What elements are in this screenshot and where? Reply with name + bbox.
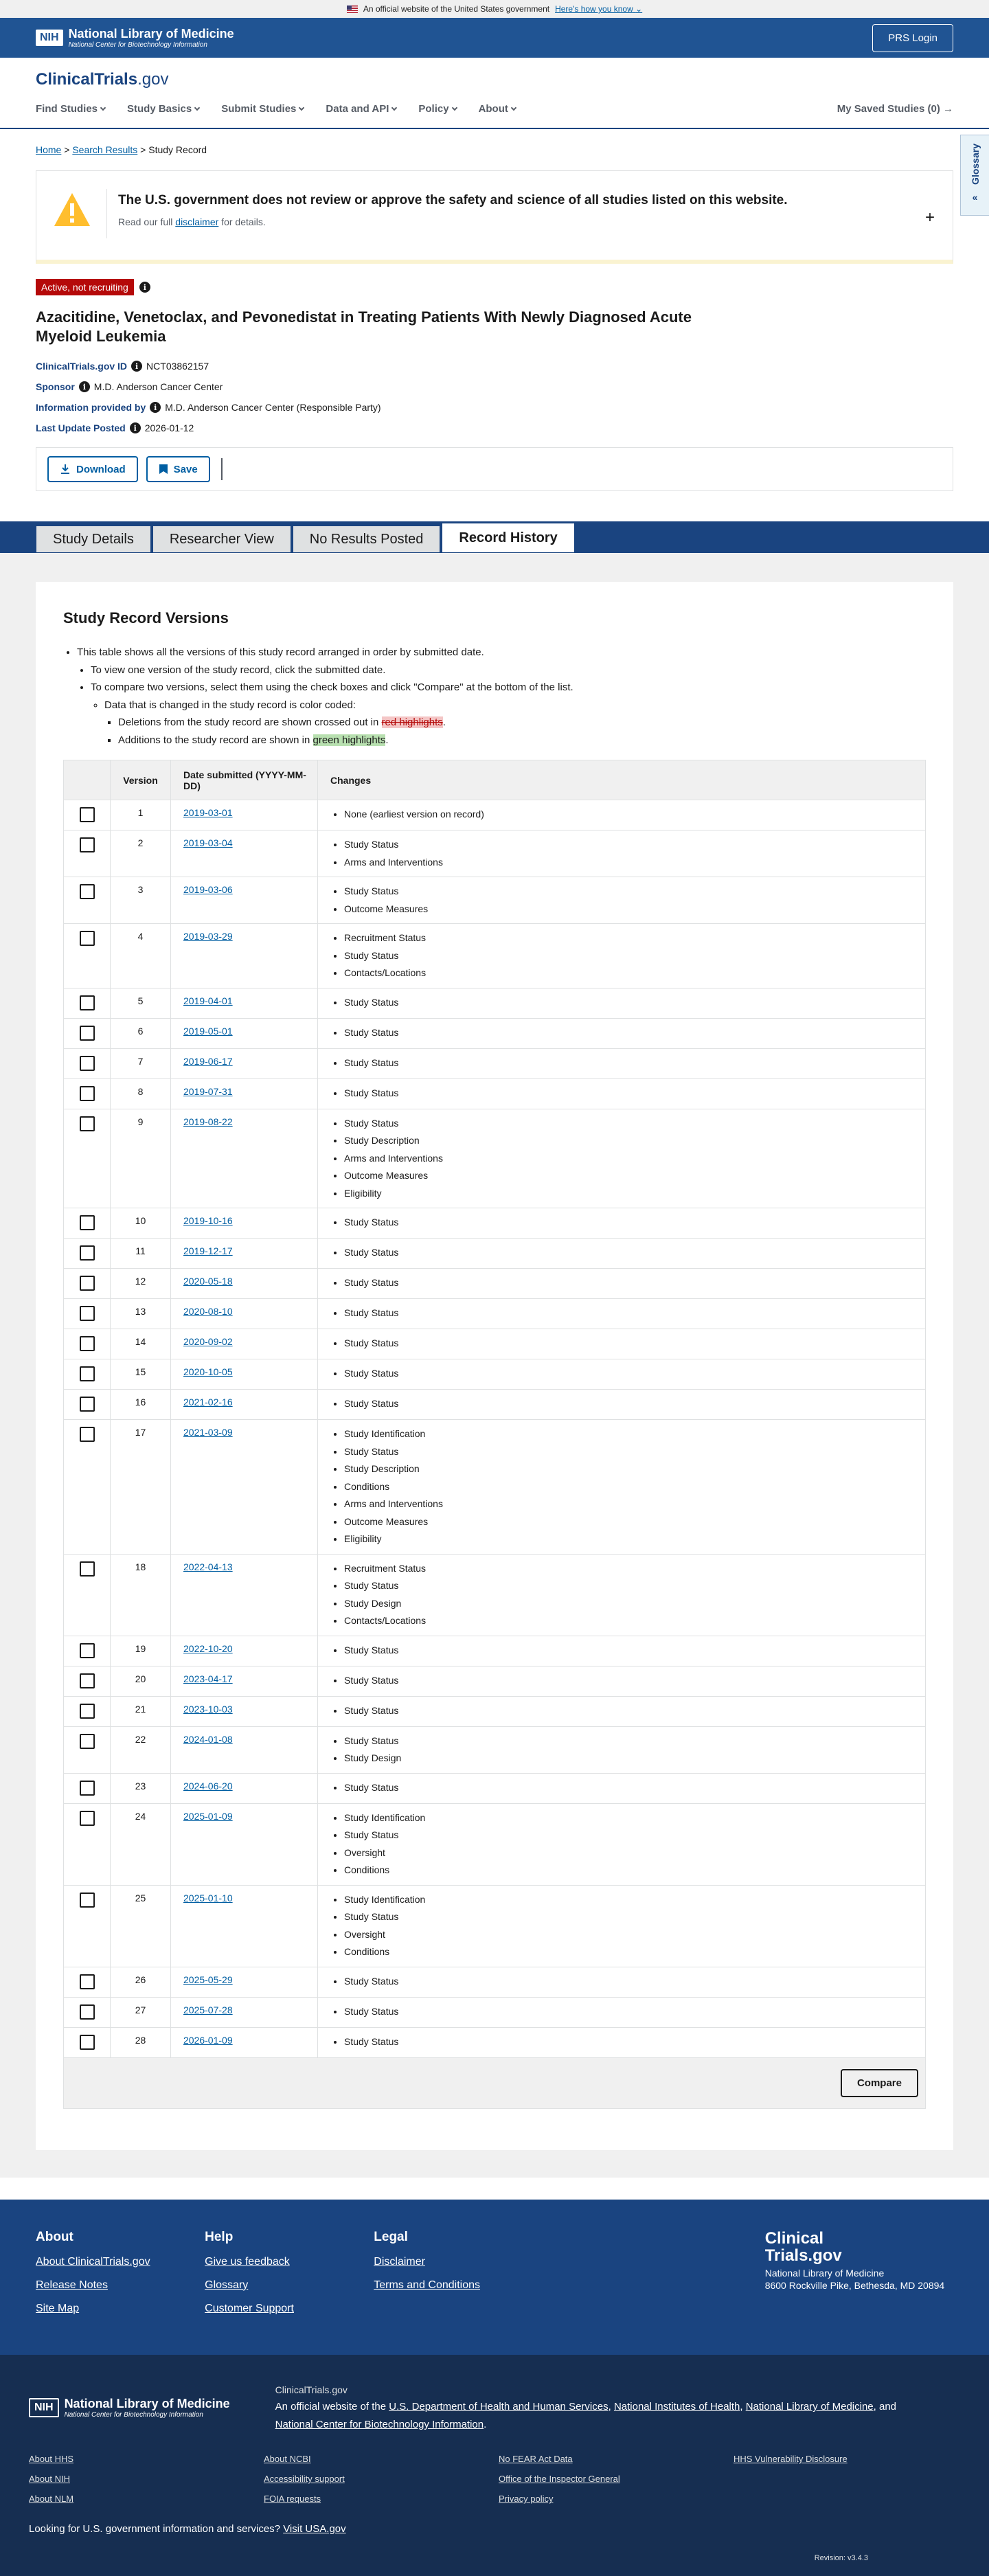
glossary-label: Glossary (969, 144, 981, 185)
gov-banner (0, 0, 989, 18)
change-item: • Conditions (344, 1478, 917, 1496)
change-item: • Study Design (344, 1595, 917, 1613)
change-item: • Study Status (344, 1304, 917, 1322)
version-checkbox[interactable] (80, 1397, 95, 1412)
footer-gov-link[interactable]: No FEAR Act Data (499, 2454, 573, 2465)
table-row (64, 1666, 926, 1696)
nlm-link[interactable]: National Library of Medicine (745, 2401, 874, 2413)
version-checkbox[interactable] (80, 1893, 95, 1908)
version-number: 14 (111, 1329, 171, 1359)
version-checkbox[interactable] (80, 837, 95, 852)
version-checkbox[interactable] (80, 1427, 95, 1442)
col-changes: Changes (318, 760, 926, 800)
table-row (64, 1078, 926, 1109)
version-checkbox[interactable] (80, 1116, 95, 1131)
change-item: • Recruitment Status (344, 929, 917, 947)
version-checkbox[interactable] (80, 2035, 95, 2050)
ncbi-link[interactable]: National Center for Biotechnology Information (275, 2418, 484, 2430)
table-row (64, 1554, 926, 1636)
version-date-link[interactable]: 2019-12-17 (183, 1245, 233, 1256)
nav-find-studies[interactable]: Find Studies (36, 103, 105, 115)
footer-gov-link[interactable]: FOIA requests (264, 2494, 321, 2505)
alert-body: Read our full disclaimer for details. (118, 216, 266, 227)
footer-link[interactable]: About ClinicalTrials.gov (36, 2255, 150, 2268)
red-highlight-sample: red highlights (381, 716, 443, 728)
version-checkbox[interactable] (80, 1245, 95, 1261)
footer-official-text: ClinicalTrials.gov An official website of the U.S. Department of Health and Human Services, National Institutes of Health, National Library of Medicine, and National Center for Biotechnology Information. (275, 2384, 897, 2430)
change-item: • Eligibility (344, 1185, 917, 1203)
change-item: • Study Status (344, 1642, 917, 1660)
alert-title: The U.S. government does not review or approve the safety and science of all studies listed on this website. (118, 193, 788, 207)
change-item: • Conditions (344, 1943, 917, 1961)
table-row (64, 1803, 926, 1885)
change-item: • Study Identification (344, 1809, 917, 1827)
change-item: • Study Description (344, 1460, 917, 1478)
info-icon[interactable]: i (150, 402, 161, 413)
version-date-link[interactable]: 2019-03-04 (183, 837, 233, 848)
chevron-down-icon (451, 105, 457, 111)
version-number: 6 (111, 1018, 171, 1048)
change-item: • Study Status (344, 1365, 917, 1383)
version-date-link[interactable]: 2021-02-16 (183, 1397, 233, 1408)
change-item: • Study Status (344, 1244, 917, 1262)
footer-legal-heading: Legal (374, 2229, 408, 2244)
usa-gov-line: Looking for U.S. government information and services? Visit USA.gov (29, 2523, 346, 2535)
change-item: • Study Status (344, 1085, 917, 1103)
version-checkbox[interactable] (80, 1306, 95, 1321)
version-date-link[interactable]: 2019-10-16 (183, 1215, 233, 1226)
change-item: • Study Status (344, 1395, 917, 1413)
table-row (64, 831, 926, 877)
table-row (64, 1109, 926, 1208)
version-number: 16 (111, 1390, 171, 1420)
version-date-link[interactable]: 2022-10-20 (183, 1642, 233, 1654)
table-row (64, 1726, 926, 1773)
version-checkbox[interactable] (80, 884, 95, 899)
chevron-down-icon (299, 105, 304, 111)
bookmark-icon (159, 464, 168, 475)
green-highlight-sample: green highlights (312, 734, 386, 746)
version-checkbox[interactable] (80, 1974, 95, 1989)
table-row (64, 2027, 926, 2057)
nlm-title: National Library of Medicine (68, 27, 234, 41)
change-item: • Study Status (344, 947, 917, 965)
change-item: • Recruitment Status (344, 1560, 917, 1578)
nct-id-label: ClinicalTrials.gov ID (36, 361, 128, 372)
version-date-link[interactable]: 2019-04-01 (183, 995, 233, 1006)
prs-login-button[interactable]: PRS Login (872, 24, 953, 52)
site-header (0, 58, 989, 129)
change-item: • Study Status (344, 1827, 917, 1844)
version-checkbox[interactable] (80, 1673, 95, 1688)
change-item: • Study Status (344, 1335, 917, 1353)
sponsor-value: M.D. Anderson Cancer Center (93, 381, 223, 392)
version-date-link[interactable]: 2019-06-17 (183, 1055, 233, 1067)
footer-address-name: National Library of Medicine (764, 2267, 885, 2279)
breadcrumb-home[interactable]: Home (36, 144, 62, 155)
version-date-link[interactable]: 2019-03-29 (183, 931, 233, 942)
versions-table (63, 760, 926, 2109)
version-date-link[interactable]: 2025-05-29 (183, 1974, 233, 1985)
version-checkbox[interactable] (80, 1643, 95, 1658)
info-icon[interactable]: i (130, 422, 141, 433)
main-nav (36, 103, 953, 115)
nlm-subtitle: National Center for Biotechnology Information (68, 41, 207, 49)
version-checkbox[interactable] (80, 1086, 95, 1101)
version-date-link[interactable]: 2025-01-09 (183, 1810, 233, 1822)
change-item: • Arms and Interventions (344, 1495, 917, 1513)
breadcrumb: Home > Search Results > Study Record (36, 144, 207, 155)
version-number: 20 (111, 1666, 171, 1696)
version-number: 23 (111, 1773, 171, 1803)
version-checkbox[interactable] (80, 1811, 95, 1826)
chevron-down-icon (100, 105, 106, 111)
change-item: • Study Status (344, 1732, 917, 1750)
info-provided-value: M.D. Anderson Cancer Center (Responsible Party) (165, 402, 381, 413)
change-item: • Contacts/Locations (344, 1612, 917, 1630)
history-intro: • This table shows all the versions of this study record arranged in order by submitted date. • To view one version of the study record, click the submitted date. • To compare two versions, select them using the check boxes and click "Compare" at the bottom of the list. ◦ Data that is changed in the study record is color coded: ▪ Deletions from the study record are shown crossed out in red highlights. ▪ Additions to the study record are shown in green highlights. (63, 644, 926, 749)
change-item: • Study Status (344, 836, 917, 854)
version-number: 25 (111, 1885, 171, 1967)
change-item: • Eligibility (344, 1530, 917, 1548)
table-row (64, 1636, 926, 1666)
change-item: • Study Status (344, 2003, 917, 2021)
nct-id: NCT03862157 (146, 361, 209, 372)
footer-gov-link[interactable]: Office of the Inspector General (499, 2474, 620, 2485)
chevron-down-icon (391, 105, 397, 111)
change-item: • None (earliest version on record) (344, 806, 917, 824)
version-checkbox[interactable] (80, 1734, 95, 1749)
version-number: 17 (111, 1420, 171, 1555)
version-date-link[interactable]: 2023-04-17 (183, 1673, 233, 1684)
footer-help-heading: Help (205, 2229, 234, 2244)
study-tabs (0, 521, 989, 553)
footer-link[interactable]: Glossary (205, 2279, 249, 2291)
breadcrumb-current: Study Record (148, 144, 207, 155)
version-date-link[interactable]: 2019-05-01 (183, 1025, 233, 1037)
table-row (64, 1269, 926, 1299)
glossary-tab[interactable] (960, 135, 989, 216)
hhs-link[interactable]: U.S. Department of Health and Human Services (389, 2401, 609, 2413)
nav-data-and-api[interactable]: Data and API (326, 103, 396, 115)
table-row (64, 1359, 926, 1390)
heres-how-you-know-link[interactable]: Here's how you know ⌄ (555, 4, 643, 14)
table-row (64, 1967, 926, 1997)
footer-link[interactable]: Customer Support (205, 2302, 294, 2314)
section-heading: Study Record Versions (63, 609, 229, 626)
table-row (64, 1048, 926, 1078)
action-bar (36, 447, 953, 491)
sponsor-label: Sponsor (36, 381, 75, 392)
visit-usa-gov-link[interactable]: Visit USA.gov (283, 2523, 346, 2535)
version-number: 21 (111, 1696, 171, 1726)
version-date-link[interactable]: 2025-01-10 (183, 1892, 233, 1903)
change-item: • Arms and Interventions (344, 854, 917, 872)
version-date-link[interactable]: 2019-07-31 (183, 1085, 233, 1097)
table-row (64, 988, 926, 1018)
table-row (64, 1239, 926, 1269)
version-number: 26 (111, 1967, 171, 1997)
version-date-link[interactable]: 2020-05-18 (183, 1276, 233, 1287)
warning-icon (53, 192, 91, 227)
change-item: • Study Status (344, 1779, 917, 1797)
change-item: • Study Status (344, 1577, 917, 1595)
download-button[interactable]: Download (47, 456, 138, 482)
change-item: • Study Design (344, 1750, 917, 1767)
change-item: • Study Status (344, 883, 917, 901)
version-number: 28 (111, 2027, 171, 2057)
change-item: • Study Identification (344, 1891, 917, 1909)
change-item: • Arms and Interventions (344, 1150, 917, 1168)
clinicaltrials-logo[interactable]: ClinicalTrials.gov (36, 70, 169, 89)
version-checkbox[interactable] (80, 1336, 95, 1351)
version-checkbox[interactable] (80, 995, 95, 1010)
version-checkbox[interactable] (80, 1704, 95, 1719)
version-checkbox[interactable] (80, 1056, 95, 1071)
version-date-link[interactable]: 2020-08-10 (183, 1306, 233, 1317)
change-item: • Study Status (344, 1274, 917, 1292)
version-number: 7 (111, 1048, 171, 1078)
table-row (64, 1299, 926, 1329)
nih-link[interactable]: National Institutes of Health (613, 2401, 740, 2413)
change-item: • Study Identification (344, 1425, 917, 1443)
nav-policy[interactable]: Policy (418, 103, 456, 115)
footer-gov-link[interactable]: Privacy policy (499, 2494, 554, 2505)
version-number: 11 (111, 1239, 171, 1269)
footer-gov-link[interactable]: About NLM (29, 2494, 74, 2505)
version-date-link[interactable]: 2023-10-03 (183, 1703, 233, 1715)
footer (0, 2200, 989, 2355)
version-date-link[interactable]: 2026-01-09 (183, 2034, 233, 2046)
footer-about-heading: About (36, 2229, 73, 2244)
change-item: • Study Status (344, 1115, 917, 1133)
table-row (64, 1885, 926, 1967)
change-item: • Study Status (344, 1054, 917, 1072)
breadcrumb-search-results[interactable]: Search Results (72, 144, 138, 155)
version-date-link[interactable]: 2025-07-28 (183, 2004, 233, 2015)
table-row (64, 924, 926, 988)
version-number: 2 (111, 831, 171, 877)
save-button[interactable]: Save (146, 456, 210, 482)
change-item: • Outcome Measures (344, 1513, 917, 1531)
gov-banner-text: An official website of the United States government (363, 4, 550, 14)
footer-bottom (0, 2355, 989, 2576)
version-number: 18 (111, 1554, 171, 1636)
version-checkbox[interactable] (80, 1781, 95, 1796)
col-date-submitted: Date submitted (YYYY-MM-DD) (171, 760, 318, 800)
last-update-value: 2026-01-12 (144, 422, 194, 433)
compare-button[interactable]: Compare (841, 2069, 918, 2097)
version-date-link[interactable]: 2019-08-22 (183, 1116, 233, 1127)
chevron-down-icon: ⌄ (635, 4, 643, 14)
version-number: 15 (111, 1359, 171, 1390)
last-update-label: Last Update Posted (36, 422, 126, 433)
version-number: 27 (111, 1997, 171, 2027)
footer-brand (765, 2230, 953, 2327)
version-number: 19 (111, 1636, 171, 1666)
version-number: 5 (111, 988, 171, 1018)
info-icon[interactable]: i (79, 381, 90, 392)
change-item: • Outcome Measures (344, 901, 917, 918)
version-checkbox[interactable] (80, 931, 95, 946)
nlm-header (0, 18, 989, 58)
nih-logo-icon: NIH (29, 2398, 59, 2417)
table-row (64, 800, 926, 831)
change-item: • Oversight (344, 1844, 917, 1862)
version-date-link[interactable]: 2020-10-05 (183, 1366, 233, 1377)
change-item: • Study Status (344, 1024, 917, 1042)
footer-gov-link[interactable]: About HHS (29, 2454, 74, 2465)
version-number: 13 (111, 1299, 171, 1329)
download-icon (60, 464, 71, 475)
change-item: • Outcome Measures (344, 1167, 917, 1185)
version-number: 10 (111, 1208, 171, 1239)
nav-submit-studies[interactable]: Submit Studies (221, 103, 304, 115)
footer-gov-links (29, 2454, 960, 2513)
version-date-link[interactable]: 2024-01-08 (183, 1733, 233, 1745)
version-checkbox[interactable] (80, 1215, 95, 1230)
table-row (64, 1018, 926, 1048)
record-history-panel (36, 582, 953, 2150)
disclaimer-link[interactable]: disclaimer (175, 216, 219, 227)
col-version: Version (111, 760, 171, 800)
footer-gov-link[interactable]: About NIH (29, 2474, 70, 2485)
expand-plus-icon[interactable]: + (924, 208, 935, 227)
change-item: • Study Status (344, 1908, 917, 1926)
footer-gov-link[interactable]: Accessibility support (264, 2474, 345, 2485)
info-provided-label: Information provided by (36, 402, 146, 413)
version-number: 3 (111, 877, 171, 924)
info-icon[interactable]: i (139, 282, 150, 293)
version-checkbox[interactable] (80, 2004, 95, 2020)
revision-label: Revision: v3.4.3 (814, 2553, 868, 2562)
footer-link[interactable]: Give us feedback (205, 2255, 290, 2268)
footer-gov-link[interactable]: HHS Vulnerability Disclosure (734, 2454, 848, 2465)
version-checkbox[interactable] (80, 807, 95, 822)
version-checkbox[interactable] (80, 1276, 95, 1291)
version-checkbox[interactable] (80, 1366, 95, 1381)
version-number: 1 (111, 800, 171, 831)
version-number: 22 (111, 1726, 171, 1773)
tab-researcher-view[interactable]: Researcher View (152, 526, 291, 553)
version-date-link[interactable]: 2021-03-09 (183, 1427, 233, 1438)
record-header (0, 279, 989, 433)
change-item: • Contacts/Locations (344, 964, 917, 982)
footer-link[interactable]: Disclaimer (374, 2255, 425, 2268)
footer-address: 8600 Rockville Pike, Bethesda, MD 20894 (764, 2280, 945, 2292)
us-flag-icon (347, 5, 358, 13)
version-date-link[interactable]: 2019-03-01 (183, 807, 233, 818)
version-number: 9 (111, 1109, 171, 1208)
version-number: 4 (111, 924, 171, 988)
nih-logo-icon: NIH (36, 30, 63, 46)
chevron-down-icon (194, 105, 200, 111)
change-item: • Study Status (344, 1214, 917, 1232)
chevron-down-icon (511, 105, 516, 111)
footer-gov-link[interactable]: About NCBI (264, 2454, 311, 2465)
info-icon[interactable]: i (131, 361, 142, 372)
version-number: 12 (111, 1269, 171, 1299)
change-item: • Study Status (344, 1973, 917, 1991)
double-chevron-left-icon: « (972, 191, 978, 203)
nav-about[interactable]: About (479, 103, 516, 115)
change-item: • Conditions (344, 1862, 917, 1879)
footer-link[interactable]: Release Notes (36, 2279, 108, 2291)
footer-logo[interactable]: Clinical Trials.gov (764, 2228, 842, 2265)
change-item: • Study Status (344, 1443, 917, 1461)
table-row (64, 1773, 926, 1803)
table-row (64, 1208, 926, 1239)
table-row (64, 1696, 926, 1726)
my-saved-studies-link[interactable]: My Saved Studies (0) → (837, 103, 953, 115)
version-date-link[interactable]: 2022-04-13 (183, 1561, 233, 1572)
change-item: • Oversight (344, 1926, 917, 1944)
footer-link[interactable]: Terms and Conditions (374, 2279, 481, 2291)
version-number: 8 (111, 1078, 171, 1109)
version-date-link[interactable]: 2019-03-06 (183, 884, 233, 895)
change-item: • Study Status (344, 1672, 917, 1690)
status-badge: Active, not recruiting (36, 279, 134, 295)
tab-record-history[interactable]: Record History (442, 523, 574, 553)
table-row (64, 1329, 926, 1359)
table-row (64, 877, 926, 924)
version-checkbox[interactable] (80, 1561, 95, 1577)
table-row (64, 1390, 926, 1420)
tab-study-details[interactable]: Study Details (36, 526, 151, 553)
version-date-link[interactable]: 2020-09-02 (183, 1336, 233, 1347)
change-item: • Study Status (344, 2033, 917, 2051)
table-row (64, 1997, 926, 2027)
change-item: • Study Description (344, 1132, 917, 1150)
version-number: 24 (111, 1803, 171, 1885)
change-item: • Study Status (344, 994, 917, 1012)
nav-study-basics[interactable]: Study Basics (127, 103, 199, 115)
tab-no-results-posted[interactable]: No Results Posted (293, 526, 441, 553)
table-row (64, 1420, 926, 1555)
study-title: Azacitidine, Venetoclax, and Pevonedistat in Treating Patients With Newly Diagnosed Acute Myeloid Leukemia (36, 308, 692, 345)
footer-nlm-logo[interactable]: NIH National Library of Medicine National Center for Biotechnology Information (29, 2382, 230, 2434)
version-checkbox[interactable] (80, 1026, 95, 1041)
tab-content (0, 553, 989, 2178)
version-date-link[interactable]: 2024-06-20 (183, 1780, 233, 1792)
change-item: • Study Status (344, 1702, 917, 1720)
footer-link[interactable]: Site Map (36, 2302, 80, 2314)
nlm-logo[interactable] (36, 27, 234, 49)
disclaimer-alert (36, 170, 953, 264)
